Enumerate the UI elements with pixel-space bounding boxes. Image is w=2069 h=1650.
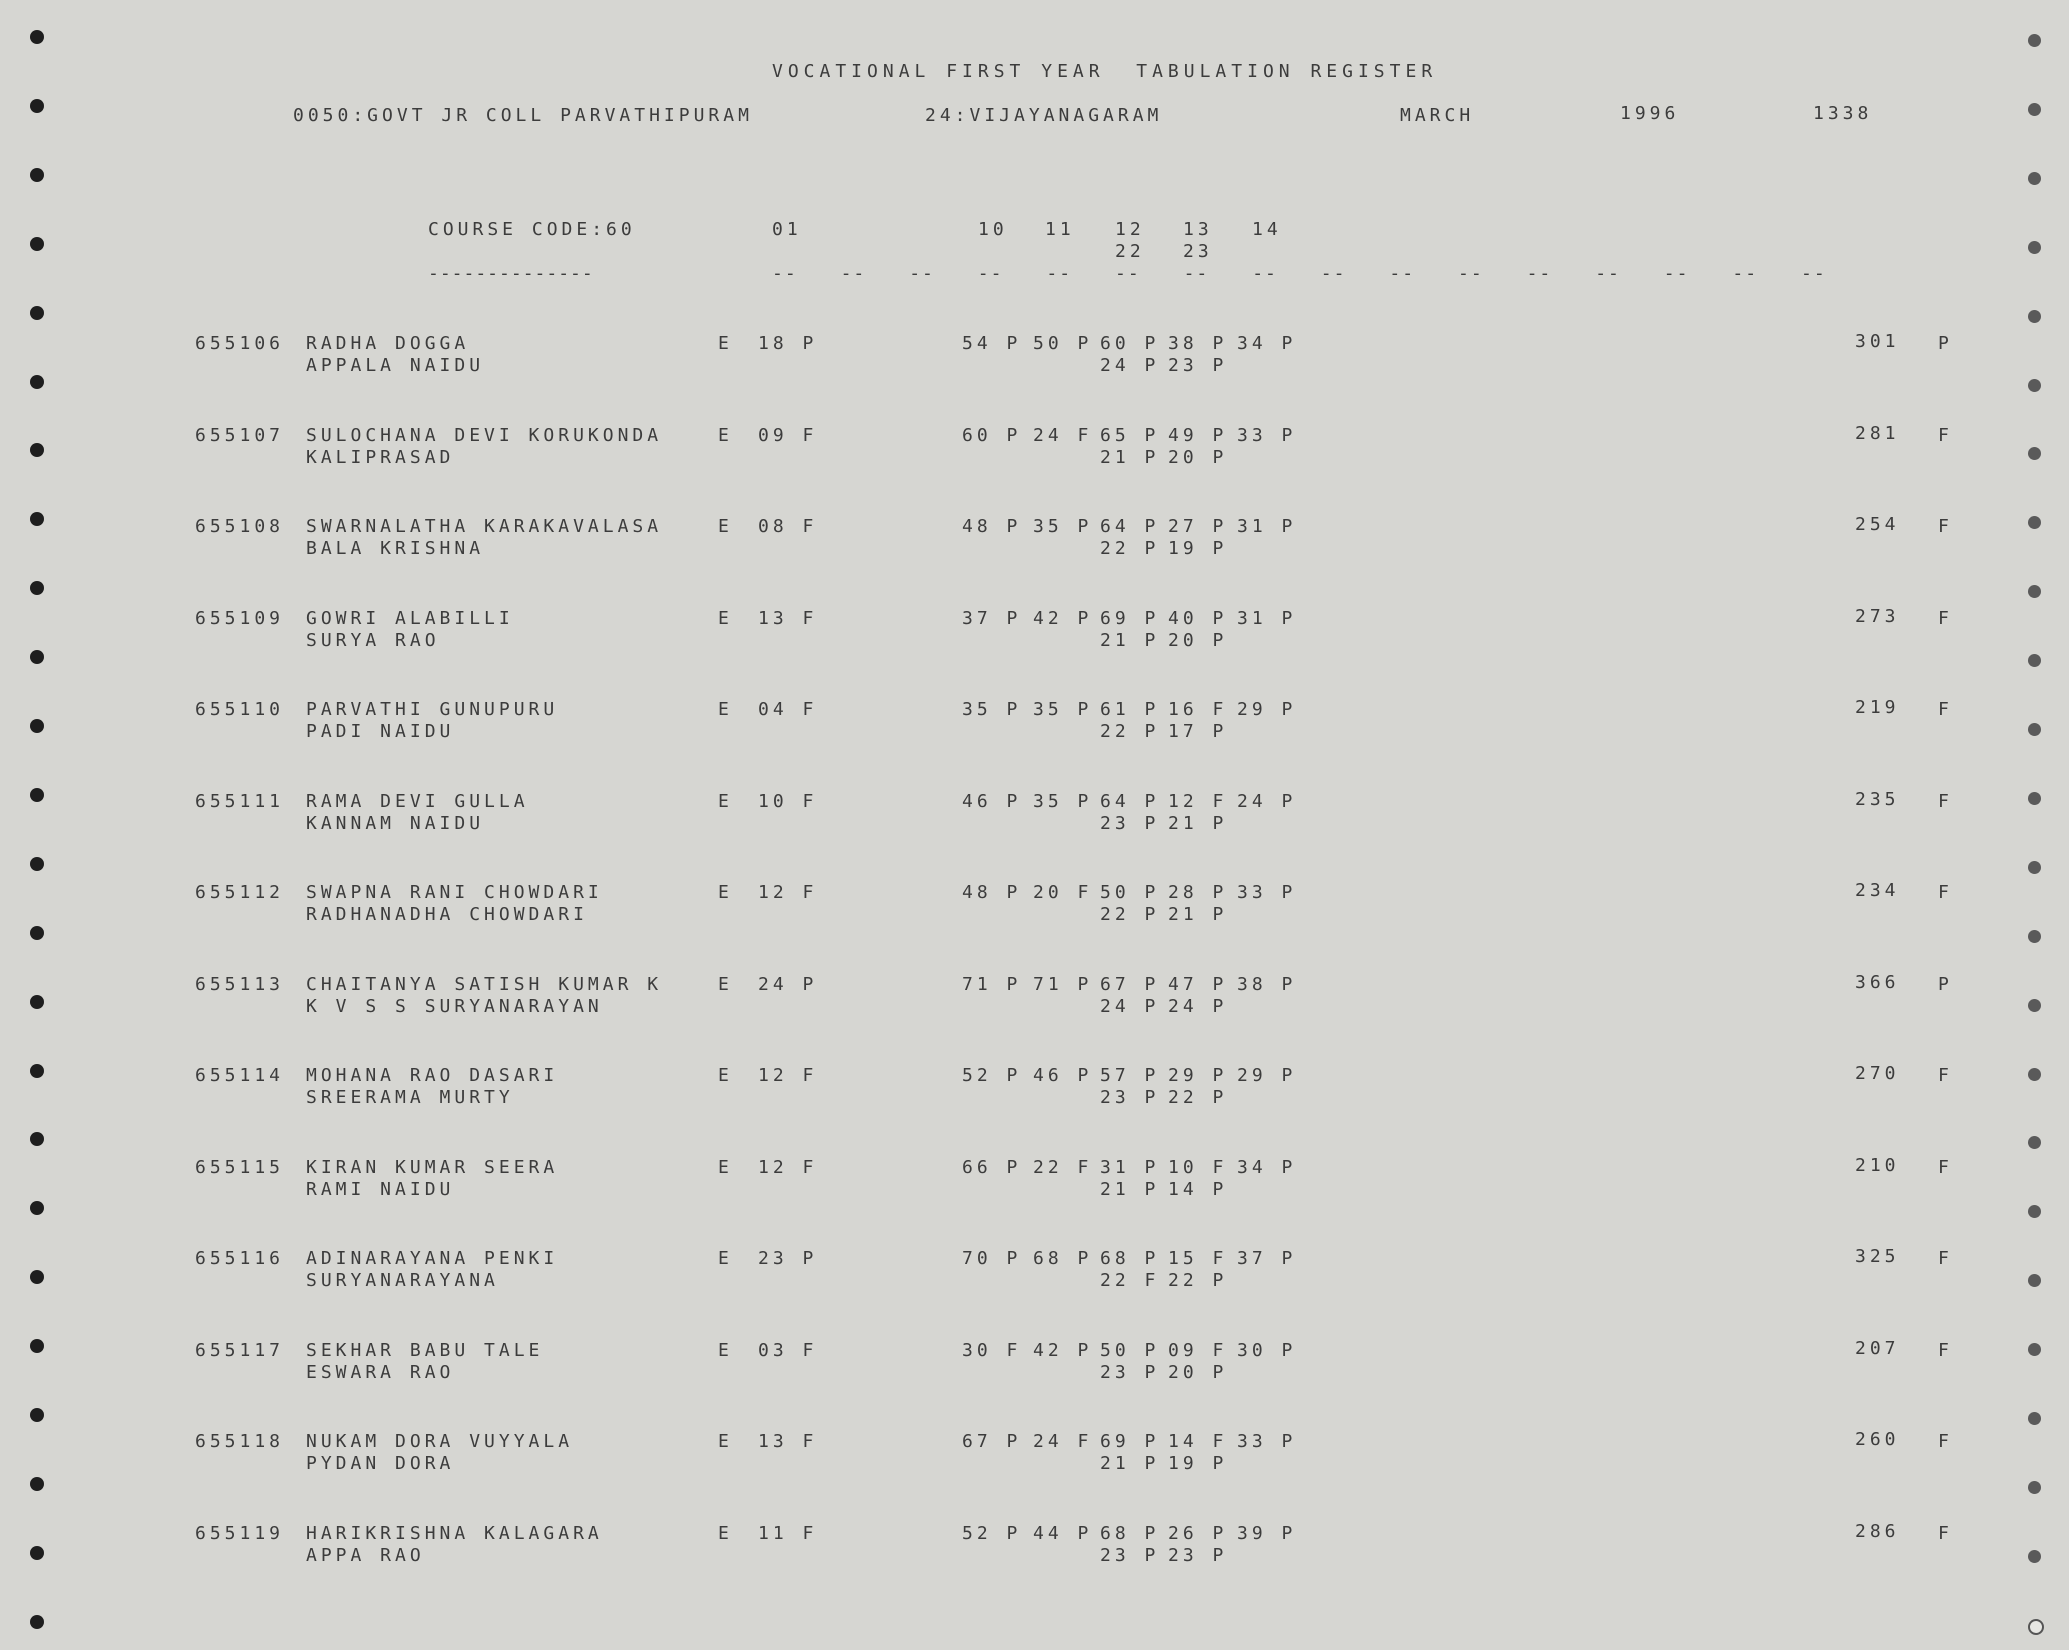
final-result: F [1938, 1522, 1953, 1544]
score-01: 13 F [758, 1431, 818, 1452]
student-id: 655119 [195, 1522, 285, 1544]
student-id: 655117 [195, 1339, 285, 1361]
student-name: HARIKRISHNA KALAGARA [306, 1522, 603, 1544]
score-22: 23 P [1100, 1544, 1160, 1566]
total-marks: 273 [1855, 605, 1900, 627]
score-13: 16 F [1168, 699, 1228, 720]
language-code: E [718, 699, 733, 720]
feed-hole [2028, 723, 2041, 736]
score-01: 23 P [758, 1248, 818, 1269]
student-id: 655116 [195, 1248, 285, 1269]
score-23: 20 P [1168, 446, 1228, 468]
score-11: 44 P [1033, 1522, 1093, 1544]
column-underline: -- [1458, 263, 1484, 284]
score-14: 34 P [1237, 333, 1297, 354]
student-name: MOHANA RAO DASARI [306, 1065, 559, 1086]
language-code: E [718, 607, 733, 629]
score-13: 38 P [1168, 333, 1228, 354]
feed-hole [30, 1408, 44, 1422]
feed-hole [30, 926, 44, 940]
score-01: 09 F [758, 424, 818, 446]
language-code: E [718, 516, 733, 537]
column-underline: -- [1801, 263, 1827, 284]
feed-hole [30, 237, 44, 251]
column-header-14: 14 [1252, 219, 1282, 240]
column-underline: -- [1526, 263, 1553, 284]
score-13: 09 F [1168, 1339, 1228, 1361]
score-13: 15 F [1168, 1248, 1228, 1269]
score-23: 17 P [1168, 721, 1228, 742]
student-name: SEKHAR BABU TALE [306, 1339, 544, 1361]
column-header-01: 01 [772, 219, 802, 240]
score-13: 12 F [1168, 790, 1228, 812]
score-12: 64 P [1100, 790, 1160, 812]
feed-hole [2028, 1343, 2041, 1356]
feed-hole [30, 857, 44, 871]
feed-hole [2028, 447, 2041, 460]
score-14: 38 P [1237, 973, 1297, 995]
score-23: 21 P [1168, 904, 1228, 925]
student-name: PARVATHI GUNUPURU [306, 699, 559, 720]
score-10: 52 P [962, 1065, 1022, 1086]
feed-hole [30, 168, 44, 182]
student-name: NUKAM DORA VUYYALA [306, 1431, 574, 1452]
score-01: 12 F [758, 1156, 818, 1178]
language-code: E [718, 1156, 733, 1178]
score-23: 19 P [1168, 538, 1228, 559]
score-01: 18 P [758, 333, 818, 354]
language-code: E [718, 1248, 733, 1269]
score-13: 27 P [1168, 516, 1228, 537]
column-header-12: 12 [1115, 219, 1145, 240]
score-14: 37 P [1237, 1248, 1297, 1269]
parent-name: KALIPRASAD [306, 446, 455, 468]
score-14: 31 P [1237, 607, 1297, 629]
parent-name: APPALA NAIDU [306, 355, 485, 376]
score-13: 10 F [1168, 1156, 1228, 1178]
score-22: 21 P [1100, 1178, 1160, 1200]
language-code: E [718, 1065, 733, 1086]
feed-hole [30, 581, 44, 595]
score-12: 64 P [1100, 516, 1160, 537]
score-14: 33 P [1237, 1431, 1297, 1452]
score-14: 31 P [1237, 516, 1297, 537]
student-name: GOWRI ALABILLI [306, 607, 514, 629]
score-22: 21 P [1100, 1453, 1160, 1474]
score-14: 33 P [1237, 882, 1297, 903]
feed-hole [2028, 792, 2041, 805]
final-result: F [1938, 1065, 1953, 1086]
feed-hole [30, 99, 44, 113]
student-id: 655114 [195, 1065, 285, 1086]
score-10: 52 P [962, 1522, 1022, 1544]
column-header-22: 22 [1115, 241, 1145, 262]
score-10: 60 P [962, 424, 1022, 446]
score-12: 69 P [1100, 1431, 1160, 1452]
feed-hole [2028, 585, 2041, 598]
language-code: E [718, 1339, 733, 1361]
page-number: 1338 [1813, 103, 1873, 124]
final-result: F [1938, 790, 1953, 812]
column-underline: -- [840, 263, 867, 284]
score-11: 35 P [1033, 790, 1093, 812]
feed-hole [30, 1615, 44, 1629]
feed-hole [2028, 103, 2041, 116]
feed-hole [2028, 1412, 2041, 1425]
score-23: 24 P [1168, 995, 1228, 1017]
score-14: 39 P [1237, 1522, 1297, 1544]
score-13: 29 P [1168, 1065, 1228, 1086]
feed-hole [2028, 1619, 2044, 1635]
score-12: 57 P [1100, 1065, 1160, 1086]
feed-hole [2028, 930, 2041, 943]
language-code: E [718, 882, 733, 903]
feed-hole [2028, 379, 2041, 392]
score-13: 40 P [1168, 607, 1228, 629]
score-01: 04 F [758, 699, 818, 720]
parent-name: ESWARA RAO [306, 1361, 455, 1383]
total-marks: 325 [1855, 1246, 1900, 1267]
score-23: 21 P [1168, 812, 1228, 834]
column-header-11: 11 [1045, 219, 1075, 240]
total-marks: 366 [1855, 971, 1900, 993]
district-code: 24:VIJAYANAGARAM [925, 105, 1163, 126]
score-13: 49 P [1168, 424, 1228, 446]
score-22: 21 P [1100, 629, 1160, 651]
feed-hole [2028, 654, 2041, 667]
score-12: 68 P [1100, 1248, 1160, 1269]
parent-name: PYDAN DORA [306, 1453, 455, 1474]
score-13: 14 F [1168, 1431, 1228, 1452]
score-22: 22 P [1100, 721, 1160, 742]
score-23: 19 P [1168, 1453, 1228, 1474]
feed-hole [30, 1201, 44, 1215]
final-result: F [1938, 1248, 1953, 1269]
score-14: 30 P [1237, 1339, 1297, 1361]
feed-hole [2028, 1205, 2041, 1218]
feed-hole [30, 788, 44, 802]
score-01: 13 F [758, 607, 818, 629]
feed-hole [30, 375, 44, 389]
total-marks: 270 [1855, 1063, 1900, 1084]
score-12: 69 P [1100, 607, 1160, 629]
parent-name: APPA RAO [306, 1544, 425, 1566]
score-10: 70 P [962, 1248, 1022, 1269]
score-23: 22 P [1168, 1087, 1228, 1108]
score-23: 22 P [1168, 1270, 1228, 1291]
column-underline: -- [977, 263, 1004, 284]
student-id: 655110 [195, 699, 285, 720]
score-10: 71 P [962, 973, 1022, 995]
total-marks: 281 [1855, 422, 1900, 444]
final-result: F [1938, 516, 1953, 537]
score-10: 54 P [962, 333, 1022, 354]
score-22: 22 P [1100, 538, 1160, 559]
score-10: 35 P [962, 699, 1022, 720]
parent-name: SURYA RAO [306, 629, 440, 651]
final-result: F [1938, 607, 1953, 629]
score-14: 33 P [1237, 424, 1297, 446]
feed-hole [30, 1270, 44, 1284]
student-name: SWARNALATHA KARAKAVALASA [306, 516, 663, 537]
feed-hole [2028, 172, 2041, 185]
final-result: F [1938, 424, 1953, 446]
score-11: 50 P [1033, 333, 1093, 354]
parent-name: PADI NAIDU [306, 721, 455, 742]
student-id: 655106 [195, 333, 285, 354]
score-11: 20 F [1033, 882, 1093, 903]
student-id: 655108 [195, 516, 285, 537]
feed-hole [30, 306, 44, 320]
score-11: 24 F [1033, 1431, 1093, 1452]
score-23: 20 P [1168, 629, 1228, 651]
student-id: 655115 [195, 1156, 285, 1178]
parent-name: SREERAMA MURTY [306, 1087, 514, 1108]
score-01: 12 F [758, 882, 818, 903]
feed-hole [30, 1339, 44, 1353]
total-marks: 219 [1855, 697, 1900, 718]
score-10: 48 P [962, 516, 1022, 537]
exam-year: 1996 [1620, 103, 1680, 124]
score-11: 42 P [1033, 1339, 1093, 1361]
student-name: ADINARAYANA PENKI [306, 1248, 559, 1269]
column-underline: -- [1663, 263, 1690, 284]
score-12: 31 P [1100, 1156, 1160, 1178]
score-11: 24 F [1033, 424, 1093, 446]
final-result: F [1938, 699, 1953, 720]
student-id: 655107 [195, 424, 285, 446]
student-id: 655118 [195, 1431, 285, 1452]
column-underline: -- [1320, 263, 1347, 284]
score-13: 47 P [1168, 973, 1228, 995]
score-11: 68 P [1033, 1248, 1093, 1269]
score-22: 22 P [1100, 904, 1160, 925]
score-11: 71 P [1033, 973, 1093, 995]
parent-name: SURYANARAYANA [306, 1270, 499, 1291]
score-22: 23 P [1100, 812, 1160, 834]
feed-hole [30, 995, 44, 1009]
score-12: 61 P [1100, 699, 1160, 720]
score-10: 30 F [962, 1339, 1022, 1361]
score-23: 14 P [1168, 1178, 1228, 1200]
score-12: 68 P [1100, 1522, 1160, 1544]
score-10: 37 P [962, 607, 1022, 629]
student-id: 655112 [195, 882, 285, 903]
total-marks: 260 [1855, 1429, 1900, 1450]
feed-hole [2028, 861, 2041, 874]
student-name: RADHA DOGGA [306, 333, 470, 354]
student-name: SWAPNA RANI CHOWDARI [306, 882, 603, 903]
score-23: 23 P [1168, 1544, 1228, 1566]
register-title: VOCATIONAL FIRST YEAR TABULATION REGISTER [772, 61, 1438, 82]
course-code-underline: -------------- [428, 263, 594, 284]
score-01: 08 F [758, 516, 818, 537]
total-marks: 210 [1855, 1154, 1900, 1176]
feed-hole [30, 443, 44, 457]
score-22: 23 P [1100, 1087, 1160, 1108]
feed-hole [30, 1477, 44, 1491]
column-underline: -- [1046, 263, 1073, 284]
score-13: 26 P [1168, 1522, 1228, 1544]
score-10: 66 P [962, 1156, 1022, 1178]
feed-hole [30, 650, 44, 664]
score-11: 42 P [1033, 607, 1093, 629]
score-01: 03 F [758, 1339, 818, 1361]
score-12: 50 P [1100, 1339, 1160, 1361]
exam-month: MARCH [1400, 105, 1475, 126]
score-01: 11 F [758, 1522, 818, 1544]
feed-hole [30, 1132, 44, 1146]
feed-hole [30, 1064, 44, 1078]
score-13: 28 P [1168, 882, 1228, 903]
score-23: 23 P [1168, 355, 1228, 376]
student-name: SULOCHANA DEVI KORUKONDA [306, 424, 663, 446]
column-underline: -- [1389, 263, 1416, 284]
score-01: 12 F [758, 1065, 818, 1086]
feed-hole [30, 512, 44, 526]
feed-hole [2028, 1068, 2041, 1081]
score-14: 29 P [1237, 1065, 1297, 1086]
student-id: 655111 [195, 790, 285, 812]
total-marks: 235 [1855, 788, 1900, 810]
column-underline: -- [1732, 263, 1759, 284]
feed-hole [2028, 516, 2041, 529]
student-name: RAMA DEVI GULLA [306, 790, 529, 812]
feed-hole [2028, 1550, 2041, 1563]
language-code: E [718, 424, 733, 446]
feed-hole [2028, 999, 2041, 1012]
column-underline: -- [909, 263, 935, 284]
final-result: F [1938, 1156, 1953, 1178]
total-marks: 234 [1855, 880, 1900, 901]
final-result: P [1938, 333, 1953, 354]
score-11: 46 P [1033, 1065, 1093, 1086]
score-22: 21 P [1100, 446, 1160, 468]
feed-hole [30, 719, 44, 733]
final-result: P [1938, 973, 1953, 995]
score-11: 22 F [1033, 1156, 1093, 1178]
final-result: F [1938, 1431, 1953, 1452]
score-11: 35 P [1033, 516, 1093, 537]
feed-hole [2028, 1481, 2041, 1494]
score-12: 50 P [1100, 882, 1160, 903]
score-10: 48 P [962, 882, 1022, 903]
language-code: E [718, 790, 733, 812]
total-marks: 286 [1855, 1520, 1900, 1542]
total-marks: 301 [1855, 331, 1900, 352]
column-underline: -- [1115, 263, 1141, 284]
feed-hole [30, 1546, 44, 1560]
score-22: 23 P [1100, 1361, 1160, 1383]
college-code: 0050:GOVT JR COLL PARVATHIPURAM [293, 105, 753, 126]
feed-hole [2028, 1136, 2041, 1149]
parent-name: RAMI NAIDU [306, 1178, 455, 1200]
total-marks: 254 [1855, 514, 1900, 535]
feed-hole [2028, 310, 2041, 323]
score-01: 10 F [758, 790, 818, 812]
language-code: E [718, 1522, 733, 1544]
score-22: 24 P [1100, 995, 1160, 1017]
score-22: 24 P [1100, 355, 1160, 376]
column-underline: -- [1183, 263, 1210, 284]
final-result: F [1938, 882, 1953, 903]
total-marks: 207 [1855, 1337, 1900, 1359]
score-11: 35 P [1033, 699, 1093, 720]
student-name: CHAITANYA SATISH KUMAR K [306, 973, 663, 995]
column-underline: -- [772, 263, 798, 284]
score-01: 24 P [758, 973, 818, 995]
parent-name: KANNAM NAIDU [306, 812, 485, 834]
student-id: 655113 [195, 973, 285, 995]
score-12: 67 P [1100, 973, 1160, 995]
score-23: 20 P [1168, 1361, 1228, 1383]
column-header-13: 13 [1183, 219, 1213, 240]
feed-hole [2028, 1274, 2041, 1287]
score-14: 34 P [1237, 1156, 1297, 1178]
column-header-10: 10 [978, 219, 1008, 240]
feed-hole [30, 30, 44, 44]
parent-name: K V S S SURYANARAYAN [306, 995, 603, 1017]
score-12: 60 P [1100, 333, 1160, 354]
feed-hole [2028, 241, 2041, 254]
column-header-23: 23 [1183, 241, 1213, 262]
final-result: F [1938, 1339, 1953, 1361]
score-12: 65 P [1100, 424, 1160, 446]
feed-hole [2028, 34, 2041, 47]
score-14: 29 P [1237, 699, 1297, 720]
language-code: E [718, 1431, 733, 1452]
course-code-label: COURSE CODE:60 [428, 219, 636, 240]
student-id: 655109 [195, 607, 285, 629]
column-underline: -- [1252, 263, 1278, 284]
language-code: E [718, 333, 733, 354]
score-10: 46 P [962, 790, 1022, 812]
column-underline: -- [1595, 263, 1621, 284]
parent-name: BALA KRISHNA [306, 538, 485, 559]
parent-name: RADHANADHA CHOWDARI [306, 904, 588, 925]
score-14: 24 P [1237, 790, 1297, 812]
score-10: 67 P [962, 1431, 1022, 1452]
language-code: E [718, 973, 733, 995]
score-22: 22 F [1100, 1270, 1160, 1291]
student-name: KIRAN KUMAR SEERA [306, 1156, 559, 1178]
